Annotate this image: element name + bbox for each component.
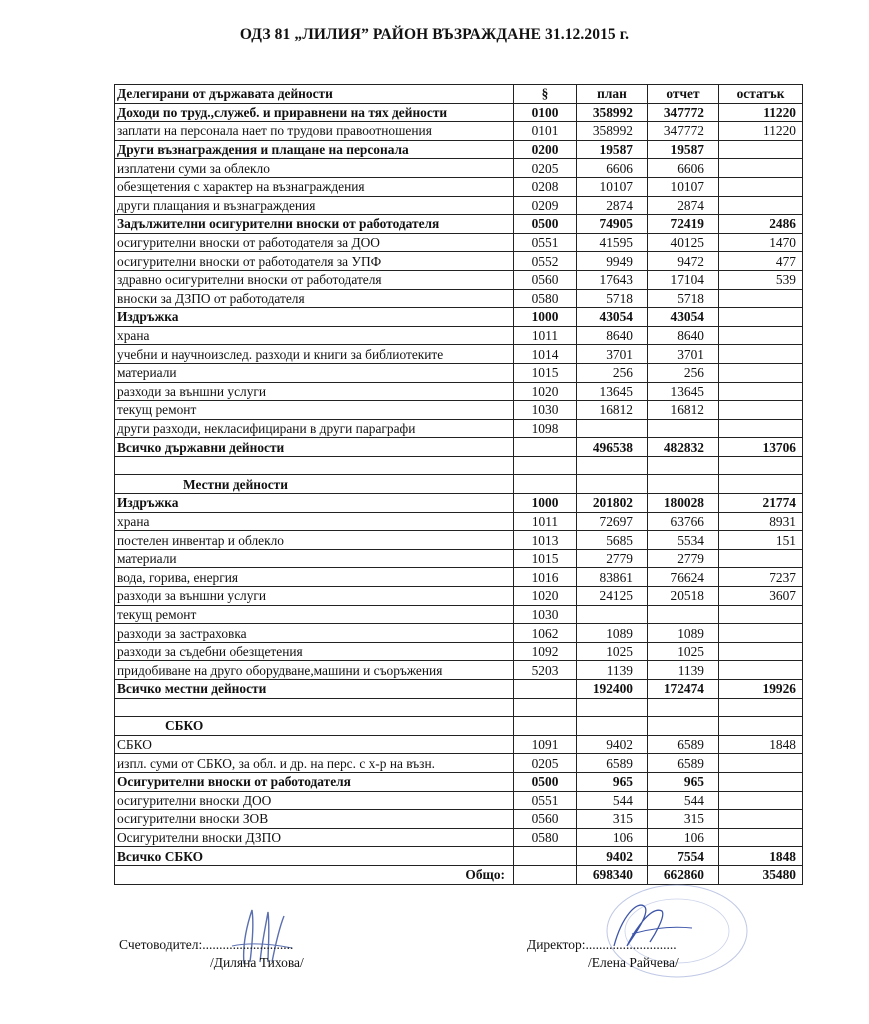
row-plan-cell: 965 [577, 772, 648, 791]
row-code-cell [514, 698, 577, 717]
table-row [115, 698, 803, 717]
row-report-cell [648, 419, 719, 438]
row-name-cell: Всичко държавни дейности [115, 438, 514, 457]
row-name-cell: Всичко местни дейности [115, 680, 514, 699]
row-code-cell [514, 865, 577, 884]
row-name-cell: СБКО [115, 735, 514, 754]
table-row [115, 140, 803, 159]
row-plan-cell [577, 717, 648, 736]
row-plan-cell: 358992 [577, 103, 648, 122]
row-report-cell: 8640 [648, 326, 719, 345]
row-name-cell: разходи за застраховка [115, 624, 514, 643]
row-report-cell: 7554 [648, 847, 719, 866]
row-name-cell: Доходи по труд.,служеб. и приравнени на тях дейности [115, 103, 514, 122]
row-plan-cell: 9949 [577, 252, 648, 271]
row-remainder-cell [719, 159, 803, 178]
row-code-cell: 1016 [514, 568, 577, 587]
row-code-cell: 1030 [514, 605, 577, 624]
table-row [115, 401, 803, 420]
table-row [115, 122, 803, 141]
row-report-cell: 1139 [648, 661, 719, 680]
row-plan-cell: 2874 [577, 196, 648, 215]
row-plan-cell: 8640 [577, 326, 648, 345]
table-row [115, 512, 803, 531]
row-remainder-cell [719, 791, 803, 810]
row-plan-cell: 83861 [577, 568, 648, 587]
row-remainder-cell [719, 698, 803, 717]
row-name-cell [115, 456, 514, 475]
row-remainder-cell: 1848 [719, 847, 803, 866]
row-name-cell: Издръжка [115, 308, 514, 327]
row-name-cell: Общо: [115, 865, 514, 884]
row-report-cell: 6606 [648, 159, 719, 178]
row-plan-cell: 9402 [577, 735, 648, 754]
row-remainder-cell [719, 549, 803, 568]
row-name-cell: Местни дейности [115, 475, 514, 494]
row-report-cell: 1025 [648, 642, 719, 661]
table-row [115, 233, 803, 252]
row-plan-cell: 16812 [577, 401, 648, 420]
row-plan-cell: 1025 [577, 642, 648, 661]
row-plan-cell: 3701 [577, 345, 648, 364]
row-report-cell [648, 698, 719, 717]
row-plan-cell: 72697 [577, 512, 648, 531]
row-remainder-cell: 35480 [719, 865, 803, 884]
row-plan-cell: 43054 [577, 308, 648, 327]
row-code-cell: 0551 [514, 791, 577, 810]
row-remainder-cell [719, 754, 803, 773]
row-report-cell: 63766 [648, 512, 719, 531]
row-code-cell: 1014 [514, 345, 577, 364]
row-plan-cell: 2779 [577, 549, 648, 568]
table-row [115, 568, 803, 587]
row-name-cell: осигурителни вноски ЗОВ [115, 810, 514, 829]
table-row [115, 717, 803, 736]
row-remainder-cell: 1848 [719, 735, 803, 754]
row-plan-cell [577, 475, 648, 494]
row-code-cell: 1000 [514, 308, 577, 327]
row-report-cell: 5534 [648, 531, 719, 550]
row-name-cell: Задължителни осигурителни вноски от работодателя [115, 215, 514, 234]
row-report-cell: 13645 [648, 382, 719, 401]
row-plan-cell: 24125 [577, 587, 648, 606]
row-name-cell: други разходи, некласифицирани в други параграфи [115, 419, 514, 438]
row-plan-cell: 256 [577, 363, 648, 382]
table-row [115, 828, 803, 847]
row-report-cell: 19587 [648, 140, 719, 159]
row-remainder-cell [719, 810, 803, 829]
table-row [115, 624, 803, 643]
row-code-cell: 0209 [514, 196, 577, 215]
row-name-cell: Други възнаграждения и плащане на персонала [115, 140, 514, 159]
row-name-cell: материали [115, 363, 514, 382]
row-name-cell: здравно осигурителни вноски от работодателя [115, 270, 514, 289]
row-report-cell: 180028 [648, 494, 719, 513]
row-remainder-cell [719, 475, 803, 494]
row-plan-cell: 192400 [577, 680, 648, 699]
row-code-cell: 0560 [514, 270, 577, 289]
table-row [115, 252, 803, 271]
row-remainder-cell [719, 624, 803, 643]
row-remainder-cell [719, 345, 803, 364]
table-row [115, 642, 803, 661]
row-plan-cell: 10107 [577, 177, 648, 196]
director-label: Директор:........................... [527, 937, 677, 952]
row-name-cell: постелен инвентар и облекло [115, 531, 514, 550]
row-plan-cell: 5685 [577, 531, 648, 550]
row-plan-cell: 496538 [577, 438, 648, 457]
table-row [115, 438, 803, 457]
row-code-cell: 1091 [514, 735, 577, 754]
table-row [115, 419, 803, 438]
row-report-cell: 2779 [648, 549, 719, 568]
row-plan-cell [577, 698, 648, 717]
budget-report-table [114, 84, 803, 885]
row-code-cell: 0101 [514, 122, 577, 141]
row-code-cell: 5203 [514, 661, 577, 680]
table-row [115, 531, 803, 550]
row-remainder-cell [719, 308, 803, 327]
row-code-cell: 0205 [514, 754, 577, 773]
row-plan-cell [577, 419, 648, 438]
row-remainder-cell [719, 828, 803, 847]
row-remainder-cell: 8931 [719, 512, 803, 531]
row-report-cell: 40125 [648, 233, 719, 252]
row-code-cell [514, 717, 577, 736]
table-row [115, 549, 803, 568]
row-code-cell: 0500 [514, 772, 577, 791]
row-remainder-cell [719, 140, 803, 159]
accountant-label: Счетоводител:........................... [119, 937, 294, 952]
row-code-cell: 0500 [514, 215, 577, 234]
row-code-cell: 1098 [514, 419, 577, 438]
row-remainder-cell [719, 605, 803, 624]
row-remainder-cell: 13706 [719, 438, 803, 457]
header-plan: план [577, 85, 648, 104]
row-name-cell: обезщетения с характер на възнаграждения [115, 177, 514, 196]
row-name-cell: Издръжка [115, 494, 514, 513]
row-remainder-cell: 21774 [719, 494, 803, 513]
row-code-cell: 0205 [514, 159, 577, 178]
row-name-cell: други плащания и възнаграждения [115, 196, 514, 215]
row-plan-cell: 19587 [577, 140, 648, 159]
row-remainder-cell [719, 772, 803, 791]
row-name-cell: материали [115, 549, 514, 568]
row-plan-cell: 1139 [577, 661, 648, 680]
row-name-cell: Осигурителни вноски от работодателя [115, 772, 514, 791]
row-remainder-cell [719, 419, 803, 438]
table-row [115, 270, 803, 289]
row-code-cell [514, 847, 577, 866]
row-plan-cell: 6589 [577, 754, 648, 773]
row-plan-cell: 106 [577, 828, 648, 847]
row-name-cell: осигурителни вноски от работодателя за УПФ [115, 252, 514, 271]
row-report-cell: 9472 [648, 252, 719, 271]
row-plan-cell [577, 605, 648, 624]
row-remainder-cell [719, 642, 803, 661]
row-name-cell: Осигурителни вноски ДЗПО [115, 828, 514, 847]
row-name-cell: храна [115, 512, 514, 531]
row-plan-cell: 6606 [577, 159, 648, 178]
row-report-cell: 172474 [648, 680, 719, 699]
row-name-cell: изплатени суми за облекло [115, 159, 514, 178]
row-code-cell: 0100 [514, 103, 577, 122]
table-row [115, 456, 803, 475]
table-header-row [115, 85, 803, 104]
row-code-cell: 1011 [514, 512, 577, 531]
table-row [115, 494, 803, 513]
row-report-cell: 3701 [648, 345, 719, 364]
row-code-cell: 1092 [514, 642, 577, 661]
table-row [115, 475, 803, 494]
row-name-cell: заплати на персонала нает по трудови правоотношения [115, 122, 514, 141]
row-code-cell [514, 438, 577, 457]
row-name-cell [115, 698, 514, 717]
row-report-cell: 43054 [648, 308, 719, 327]
row-report-cell [648, 717, 719, 736]
row-report-cell: 5718 [648, 289, 719, 308]
row-plan-cell: 41595 [577, 233, 648, 252]
row-plan-cell: 9402 [577, 847, 648, 866]
row-plan-cell [577, 456, 648, 475]
row-remainder-cell [719, 289, 803, 308]
row-code-cell: 1000 [514, 494, 577, 513]
row-report-cell: 76624 [648, 568, 719, 587]
row-report-cell [648, 456, 719, 475]
row-plan-cell: 17643 [577, 270, 648, 289]
row-name-cell: изпл. суми от СБКО, за обл. и др. на перс. с х-р на възн. [115, 754, 514, 773]
header-report: отчет [648, 85, 719, 104]
row-code-cell: 0552 [514, 252, 577, 271]
row-remainder-cell [719, 326, 803, 345]
row-report-cell: 965 [648, 772, 719, 791]
row-remainder-cell [719, 401, 803, 420]
row-code-cell: 0200 [514, 140, 577, 159]
row-code-cell [514, 475, 577, 494]
table-row [115, 345, 803, 364]
row-report-cell: 1089 [648, 624, 719, 643]
row-remainder-cell: 3607 [719, 587, 803, 606]
row-report-cell [648, 605, 719, 624]
table-row [115, 215, 803, 234]
table-row [115, 308, 803, 327]
row-report-cell: 17104 [648, 270, 719, 289]
table-row [115, 363, 803, 382]
row-report-cell: 16812 [648, 401, 719, 420]
row-code-cell: 1020 [514, 587, 577, 606]
row-name-cell: текущ ремонт [115, 401, 514, 420]
row-remainder-cell [719, 363, 803, 382]
row-name-cell: вноски за ДЗПО от работодателя [115, 289, 514, 308]
row-name-cell: вода, горива, енергия [115, 568, 514, 587]
table-row [115, 196, 803, 215]
row-plan-cell: 74905 [577, 215, 648, 234]
table-body [115, 85, 803, 885]
row-report-cell: 482832 [648, 438, 719, 457]
table-row [115, 735, 803, 754]
director-name: /Елена Райчева/ [588, 955, 679, 970]
row-remainder-cell [719, 382, 803, 401]
table-row [115, 680, 803, 699]
row-name-cell: разходи за съдебни обезщетения [115, 642, 514, 661]
row-report-cell: 2874 [648, 196, 719, 215]
row-remainder-cell: 539 [719, 270, 803, 289]
row-name-cell: осигурителни вноски от работодателя за ДОО [115, 233, 514, 252]
row-name-cell: учебни и научноизслед. разходи и книги за библиотеките [115, 345, 514, 364]
row-remainder-cell: 11220 [719, 103, 803, 122]
row-report-cell: 20518 [648, 587, 719, 606]
table-row [115, 661, 803, 680]
row-name-cell: Всичко СБКО [115, 847, 514, 866]
row-plan-cell: 698340 [577, 865, 648, 884]
row-name-cell: СБКО [115, 717, 514, 736]
row-report-cell: 315 [648, 810, 719, 829]
row-remainder-cell [719, 177, 803, 196]
table-row [115, 289, 803, 308]
row-remainder-cell: 19926 [719, 680, 803, 699]
table-row [115, 791, 803, 810]
table-row [115, 847, 803, 866]
row-code-cell: 1020 [514, 382, 577, 401]
row-code-cell [514, 456, 577, 475]
row-report-cell: 6589 [648, 754, 719, 773]
row-name-cell: храна [115, 326, 514, 345]
row-report-cell: 72419 [648, 215, 719, 234]
table-row [115, 605, 803, 624]
row-code-cell: 1062 [514, 624, 577, 643]
row-code-cell: 1011 [514, 326, 577, 345]
row-report-cell: 6589 [648, 735, 719, 754]
row-name-cell: текущ ремонт [115, 605, 514, 624]
row-plan-cell: 315 [577, 810, 648, 829]
row-code-cell [514, 680, 577, 699]
row-name-cell: осигурителни вноски ДОО [115, 791, 514, 810]
row-name-cell: придобиване на друго оборудване,машини и съоръжения [115, 661, 514, 680]
header-activities: Делегирани от държавата дейности [115, 85, 514, 104]
table-row [115, 382, 803, 401]
row-remainder-cell [719, 717, 803, 736]
row-remainder-cell [719, 661, 803, 680]
row-plan-cell: 13645 [577, 382, 648, 401]
header-remainder: остатък [719, 85, 803, 104]
row-report-cell: 256 [648, 363, 719, 382]
table-row [115, 177, 803, 196]
row-code-cell: 1030 [514, 401, 577, 420]
row-remainder-cell: 7237 [719, 568, 803, 587]
row-code-cell: 1013 [514, 531, 577, 550]
row-remainder-cell: 151 [719, 531, 803, 550]
table-row [115, 772, 803, 791]
table-row [115, 810, 803, 829]
table-row [115, 754, 803, 773]
row-remainder-cell: 2486 [719, 215, 803, 234]
row-plan-cell: 201802 [577, 494, 648, 513]
row-plan-cell: 1089 [577, 624, 648, 643]
row-plan-cell: 544 [577, 791, 648, 810]
row-remainder-cell [719, 196, 803, 215]
row-code-cell: 0580 [514, 289, 577, 308]
row-report-cell [648, 475, 719, 494]
table-row [115, 326, 803, 345]
table-row [115, 103, 803, 122]
table-row [115, 587, 803, 606]
row-code-cell: 0208 [514, 177, 577, 196]
row-report-cell: 106 [648, 828, 719, 847]
row-report-cell: 10107 [648, 177, 719, 196]
row-code-cell: 1015 [514, 363, 577, 382]
row-code-cell: 0560 [514, 810, 577, 829]
row-code-cell: 0580 [514, 828, 577, 847]
row-remainder-cell: 477 [719, 252, 803, 271]
accountant-name-text: /Диляна Тихова/ [210, 955, 304, 970]
row-report-cell: 662860 [648, 865, 719, 884]
document-title: ОДЗ 81 „ЛИЛИЯ” РАЙОН ВЪЗРАЖДАНЕ 31.12.2015 г. [239, 26, 630, 43]
row-name-cell: разходи за външни услуги [115, 382, 514, 401]
row-remainder-cell: 1470 [719, 233, 803, 252]
row-plan-cell: 5718 [577, 289, 648, 308]
row-code-cell: 1015 [514, 549, 577, 568]
row-plan-cell: 358992 [577, 122, 648, 141]
row-report-cell: 347772 [648, 122, 719, 141]
row-remainder-cell: 11220 [719, 122, 803, 141]
row-code-cell: 0551 [514, 233, 577, 252]
row-remainder-cell [719, 456, 803, 475]
header-paragraph: § [514, 85, 577, 104]
table-row [115, 159, 803, 178]
row-name-cell: разходи за външни услуги [115, 587, 514, 606]
row-report-cell: 347772 [648, 103, 719, 122]
row-report-cell: 544 [648, 791, 719, 810]
